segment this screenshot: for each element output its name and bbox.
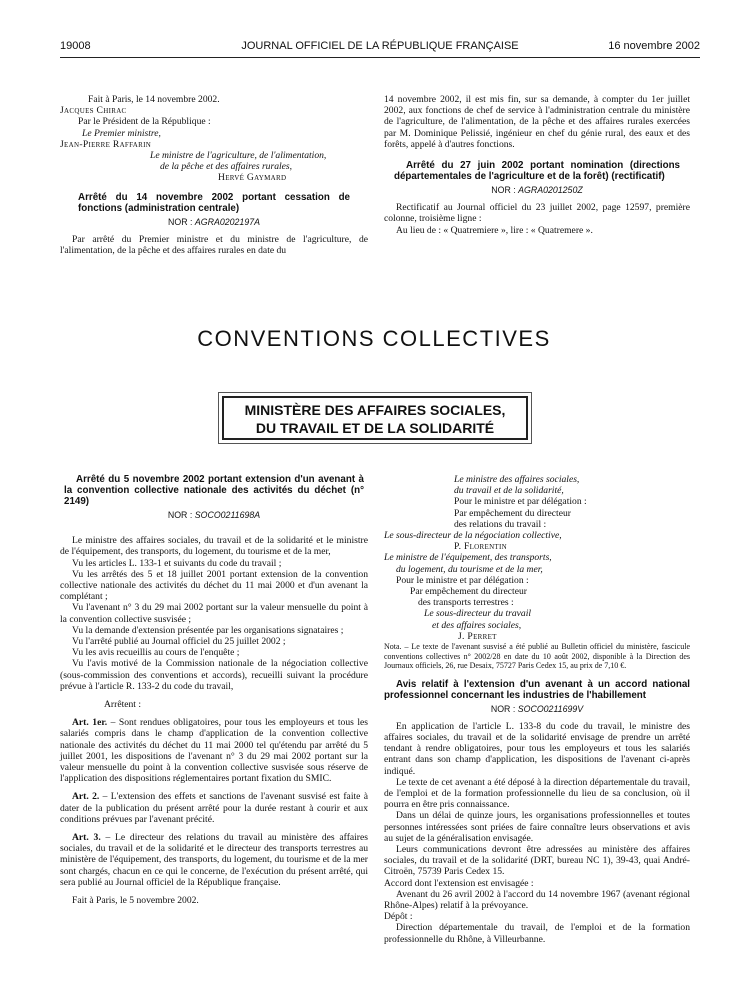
article-2-text: – L'extension des effets et sanctions de l'avenant susvisé est faite à dater de la publication du présent arrêté pour la durée restant à courir et aux conditions prévues par l'avenant précité.: [60, 791, 368, 825]
ministry-line-2: DU TRAVAIL ET DE LA SOLIDARITÉ: [255, 420, 495, 436]
article-1: [60, 717, 368, 784]
signature-date: Fait à Paris, le 14 novembre 2002.: [88, 94, 220, 105]
m2-sous-1: Le sous-directeur du travail: [424, 608, 532, 620]
m2-sous-2: et des affaires sociales,: [432, 619, 522, 631]
nor-code-avis: SOCO0211699V: [517, 703, 584, 714]
m1-par-2: des relations du travail :: [454, 518, 547, 530]
nor-nomination: NOR : AGRA0201250Z: [491, 185, 583, 196]
article-1-label: Art. 1er.: [72, 717, 108, 729]
m2-title-2: du logement, du tourisme et de la mer,: [396, 563, 543, 575]
m2-name: J. Perret: [458, 630, 497, 642]
nor-extension: NOR : SOCO0211698A: [167, 510, 261, 520]
ministry-box: [222, 396, 528, 440]
nor-avis: NOR : SOCO0211699V: [490, 703, 584, 714]
arretent: Arrêtent :: [104, 699, 142, 711]
m1-sous-directeur: Le sous-directeur de la négociation collective,: [384, 530, 562, 542]
au-lieu-text: Au lieu de : « Quatremiere », lire : « Quatremere ».: [396, 224, 593, 236]
ministry-line-1: MINISTÈRE DES AFFAIRES SOCIALES,: [244, 402, 506, 418]
avis-p7: Dépôt :: [384, 911, 413, 923]
ministre-agri-title-2: de la pêche et des affaires rurales,: [160, 161, 293, 173]
m2-title-1: Le ministre de l'équipement, des transports,: [384, 552, 552, 564]
extension-date: Fait à Paris, le 5 novembre 2002.: [72, 895, 199, 907]
article-3-text: – Le directeur des relations du travail au ministère des affaires sociales, du travail et de la solidarité et le directeur des transports terrestres au ministère de l'équipement, des transports, du logement, du tourisme et de la mer sont chargés, chacun en ce qui le concerne, de l'exécution du présent arrêté, qui sera publié au Journal officiel de la République française.: [60, 832, 368, 888]
section-title: CONVENTIONS COLLECTIVES: [197, 326, 551, 351]
vu-4: Vu la demande d'extension présentée par les organisations signataires ;: [72, 624, 344, 636]
m2-par-1: Par empêchement du directeur: [410, 586, 527, 598]
par-president: Par le Président de la République :: [78, 116, 211, 128]
article-1-text: – Sont rendues obligatoires, pour tous les employeurs et tous les salariés compris dans le champ d'application de la convention collective nationale des activités du déchet du 11 mai 2000 tel qu'étendu par arrêté du 5 juillet 2001, les dispositions de l'avenant n° 3 du 29 mai 2002 portant sur la valeur mensuelle du point à la convention collective susvisée sous réserve de l'application des dispositions réglementaires portant fixation du SMIC.: [60, 717, 368, 785]
vu-5: Vu l'arrêté publié au Journal officiel du 25 juillet 2002 ;: [72, 636, 286, 648]
arrete-title-cessation: Arrêté du 14 novembre 2002 portant cessation de fonctions (administration centrale): [78, 191, 350, 214]
article-2-label: Art. 2.: [72, 791, 100, 803]
avis-title: Avis relatif à l'extension d'un avenant à un accord national professionnel concernant les industries de l'habillement: [384, 678, 690, 701]
avis-p5: Accord dont l'extension est envisagée :: [384, 877, 534, 889]
top-left-column: [60, 94, 368, 256]
vu-3: Vu l'avenant n° 3 du 29 mai 2002 portant sur la valeur mensuelle du point à la convention collective susvisée ;: [60, 602, 368, 625]
ministre-agri-title-1: Le ministre de l'agriculture, de l'alimentation,: [150, 150, 327, 162]
avis-p3: Dans un délai de quinze jours, les organisations professionnelles et toutes personnes intéressées sont priées de faire connaître leurs observations et avis au sujet de la généralisation envisagée.: [384, 810, 690, 844]
m1-name: P. Florentin: [454, 541, 507, 553]
issue-date: 16 novembre 2002: [608, 40, 700, 52]
journal-title: JOURNAL OFFICIEL DE LA RÉPUBLIQUE FRANÇAISE: [241, 40, 519, 52]
extension-intro: Le ministre des affaires sociales, du travail et de la solidarité et le ministre de l'équipement, des transports, du logement, du tourisme et de la mer,: [60, 535, 368, 558]
m1-title-2: du travail et de la solidarité,: [454, 485, 564, 497]
rectificatif-text: Rectificatif au Journal officiel du 23 juillet 2002, page 12597, première colonne, troisième ligne :: [384, 202, 690, 225]
page-header: [60, 40, 700, 54]
lower-right-column: [384, 474, 690, 945]
article-3-label: Art. 3.: [72, 832, 101, 844]
premier-ministre-title: Le Premier ministre,: [82, 127, 161, 139]
nor-cessation: NOR : AGRA0202197A: [168, 216, 260, 227]
avis-p8: Direction départementale du travail, de l'emploi et de la formation professionnelle du Rhône, à Villeurbanne.: [384, 922, 690, 945]
m1-title-1: Le ministre des affaires sociales,: [454, 474, 580, 485]
signer-chirac: Jacques Chirac: [60, 105, 127, 117]
article-2: [60, 791, 368, 825]
m1-par-1: Par empêchement du directeur: [454, 507, 571, 519]
cessation-body: Par arrêté du Premier ministre et du ministre de l'agriculture, de l'alimentation, de la pêche et des affaires rurales en date du: [60, 233, 368, 257]
nor-code-cessation: AGRA0202197A: [194, 216, 260, 227]
arrete-title-extension: Arrêté du 5 novembre 2002 portant extension d'un avenant à la convention collective nationale des activités du déchet (n° 2149): [64, 474, 364, 507]
m1-pour: Pour le ministre et par délégation :: [454, 496, 587, 508]
page-number: 19008: [60, 40, 91, 52]
ministre-agri-name: Hervé Gaymard: [218, 172, 287, 184]
nota: Nota. – Le texte de l'avenant susvisé a été publié au Bulletin officiel du ministère, fascicule conventions collectives n° 2002/28 en date du 10 août 2002, disponible à la Direction des Journaux officiels, 26, rue Desaix, 75727 Paris Cedex 15, au prix de 7,10 €.: [384, 642, 690, 671]
cessation-body-continued: 14 novembre 2002, il est mis fin, sur sa demande, à compter du 1er juillet 2002, aux fonctions de chef de service à l'administration centrale du ministère de l'agriculture, de l'alimentation, de la pêche et des affaires rurales exercées par M. Dominique Pelissié, ingénieur en chef du génie rural, des eaux et des forêts, appelé à d'autres fonctions.: [384, 94, 690, 150]
avis-p1: En application de l'article L. 133-8 du code du travail, le ministre des affaires sociales, du travail et de la solidarité envisage de prendre un arrêté tendant à rendre obligatoires, pour tous les employeurs et tous les salariés entrant dans son champ d'application, les dispositions de l'avenant ci-après indiqué.: [384, 720, 690, 777]
nor-code-nomination: AGRA0201250Z: [518, 185, 583, 196]
vu-1: Vu les articles L. 133-1 et suivants du code du travail ;: [72, 557, 282, 569]
vu-7: Vu l'avis motivé de la Commission nationale de la négociation collective (sous-commission des conventions et accords), recueilli suivant la procédure prévue à l'article R. 133-2 du code du travail,: [60, 658, 368, 692]
vu-6: Vu les avis recueillis au cours de l'enquête ;: [72, 647, 240, 659]
nor-code-extension: SOCO0211698A: [194, 510, 261, 520]
article-3: [60, 832, 368, 888]
premier-ministre-name: Jean-Pierre Raffarin: [60, 138, 152, 150]
m2-pour: Pour le ministre et par délégation :: [396, 574, 529, 586]
arrete-title-nomination: Arrêté du 27 juin 2002 portant nomination (directions départementales de l'agriculture et de la forêt) (rectificatif): [394, 160, 680, 183]
avis-p4: Leurs communications devront être adressées au ministère des affaires sociales, du travail et de la solidarité (DRT, bureau NC 1), 39-43, quai André-Citroën, 75739 Paris Cedex 15.: [384, 843, 690, 878]
lower-left-column: [60, 474, 368, 906]
header-rule: [60, 57, 700, 58]
avis-p2: Le texte de cet avenant a été déposé à la direction départementale du travail, de l'emploi et de la formation professionnelle du lieu de sa conclusion, où il pourra en être pris connaissance.: [384, 776, 690, 811]
m2-par-2: des transports terrestres :: [418, 597, 514, 609]
top-right-column: [384, 94, 690, 236]
vu-2: Vu les arrêtés des 5 et 18 juillet 2001 portant extension de la convention collective nationale des activités du déchet du 11 mai 2000 et d'un avenant la complétant ;: [60, 568, 368, 603]
avis-p6: Avenant du 26 avril 2002 à l'accord du 14 novembre 1967 (avenant régional Rhône-Alpes) relatif à la prévoyance.: [384, 888, 690, 911]
